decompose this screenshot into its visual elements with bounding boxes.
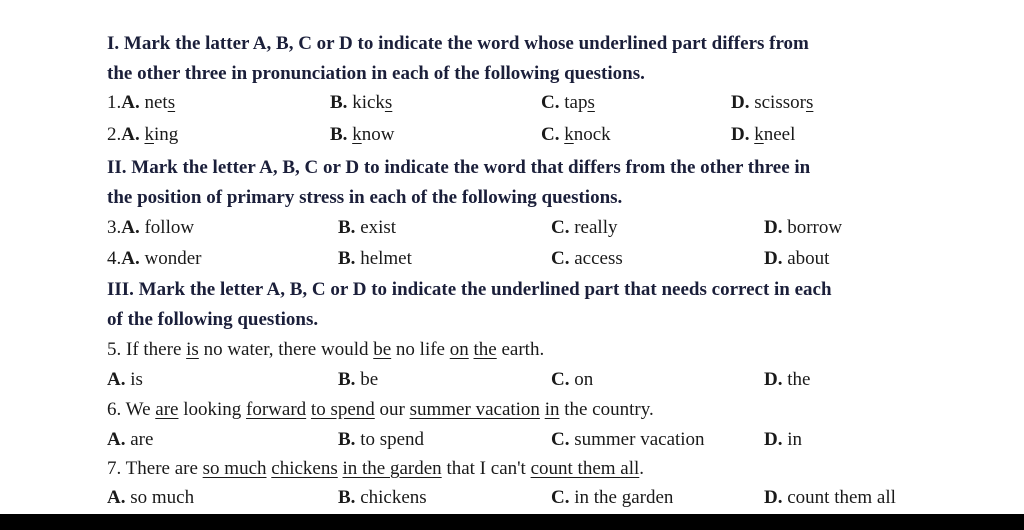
q7-option-c: C. in the garden (551, 487, 674, 508)
q2-option-d: D. kneel (731, 124, 796, 145)
underlined-part: in (544, 399, 560, 420)
q2-option-b: B. know (330, 124, 395, 145)
underlined-part: summer vacation (409, 399, 540, 420)
underlined-part: the (473, 339, 497, 360)
underlined-part: s (167, 92, 176, 113)
underlined-part: k (564, 124, 574, 145)
q4-option-d: D. about (764, 248, 830, 269)
q5-option-d: D. the (764, 369, 811, 390)
q7-sentence: 7. There are so much chickens in the garden that I can't count them all. (107, 458, 645, 479)
q2-option-a: 2.A. king (107, 124, 179, 145)
question-number: 3. (107, 217, 122, 238)
q1-option-d: D. scissors (731, 92, 814, 113)
question-number: 1. (107, 92, 122, 113)
q1-option-a: 1.A. nets (107, 92, 176, 113)
underlined-part: count them all (530, 458, 640, 479)
section-3-heading-line-1: III. Mark the letter A, B, C or D to indicate the underlined part that needs correct in each (107, 279, 832, 300)
underlined-part: forward (246, 399, 307, 420)
question-number: 4. (107, 248, 122, 269)
q4-option-b: B. helmet (338, 248, 412, 269)
q6-option-a: A. are (107, 429, 154, 450)
q5-option-b: B. be (338, 369, 379, 390)
section-1-heading-line-2: the other three in pronunciation in each of the following questions. (107, 63, 645, 84)
q6-option-b: B. to spend (338, 429, 425, 450)
section-1-heading-line-1: I. Mark the latter A, B, C or D to indicate the word whose underlined part differs from (107, 33, 809, 54)
underlined-part: be (373, 339, 392, 360)
underlined-part: in the garden (342, 458, 442, 479)
q6-option-c: C. summer vacation (551, 429, 705, 450)
q4-option-a: 4.A. wonder (107, 248, 202, 269)
q1-option-c: C. taps (541, 92, 595, 113)
q2-option-c: C. knock (541, 124, 611, 145)
section-2-heading-line-1: II. Mark the letter A, B, C or D to indicate the word that differs from the other three in (107, 157, 811, 178)
q7-option-d: D. count them all (764, 487, 896, 508)
q6-sentence: 6. We are looking forward to spend our summer vacation in the country. (107, 399, 654, 420)
q6-option-d: D. in (764, 429, 803, 450)
underlined-part: s (805, 92, 814, 113)
q3-option-d: D. borrow (764, 217, 843, 238)
underlined-part: s (384, 92, 393, 113)
underlined-part: chickens (271, 458, 338, 479)
underlined-part: so much (202, 458, 267, 479)
question-number: 2. (107, 124, 122, 145)
section-3-heading-line-2: of the following questions. (107, 309, 319, 330)
q4-option-c: C. access (551, 248, 623, 269)
q5-sentence: 5. If there is no water, there would be no life on the earth. (107, 339, 545, 360)
q5-option-c: C. on (551, 369, 594, 390)
q7-option-a: A. so much (107, 487, 195, 508)
underlined-part: s (587, 92, 595, 113)
bottom-black-bar (0, 514, 1024, 530)
q7-option-b: B. chickens (338, 487, 427, 508)
underlined-part: k (352, 124, 362, 145)
q1-option-b: B. kicks (330, 92, 393, 113)
underlined-part: on (449, 339, 469, 360)
underlined-part: are (155, 399, 179, 420)
underlined-part: k (144, 124, 154, 145)
underlined-part: k (754, 124, 764, 145)
q3-option-c: C. really (551, 217, 618, 238)
q5-option-a: A. is (107, 369, 143, 390)
underlined-part: to spend (310, 399, 375, 420)
section-2-heading-line-2: the position of primary stress in each of the following questions. (107, 187, 623, 208)
q3-option-b: B. exist (338, 217, 397, 238)
q3-option-a: 3.A. follow (107, 217, 195, 238)
underlined-part: is (186, 339, 199, 360)
